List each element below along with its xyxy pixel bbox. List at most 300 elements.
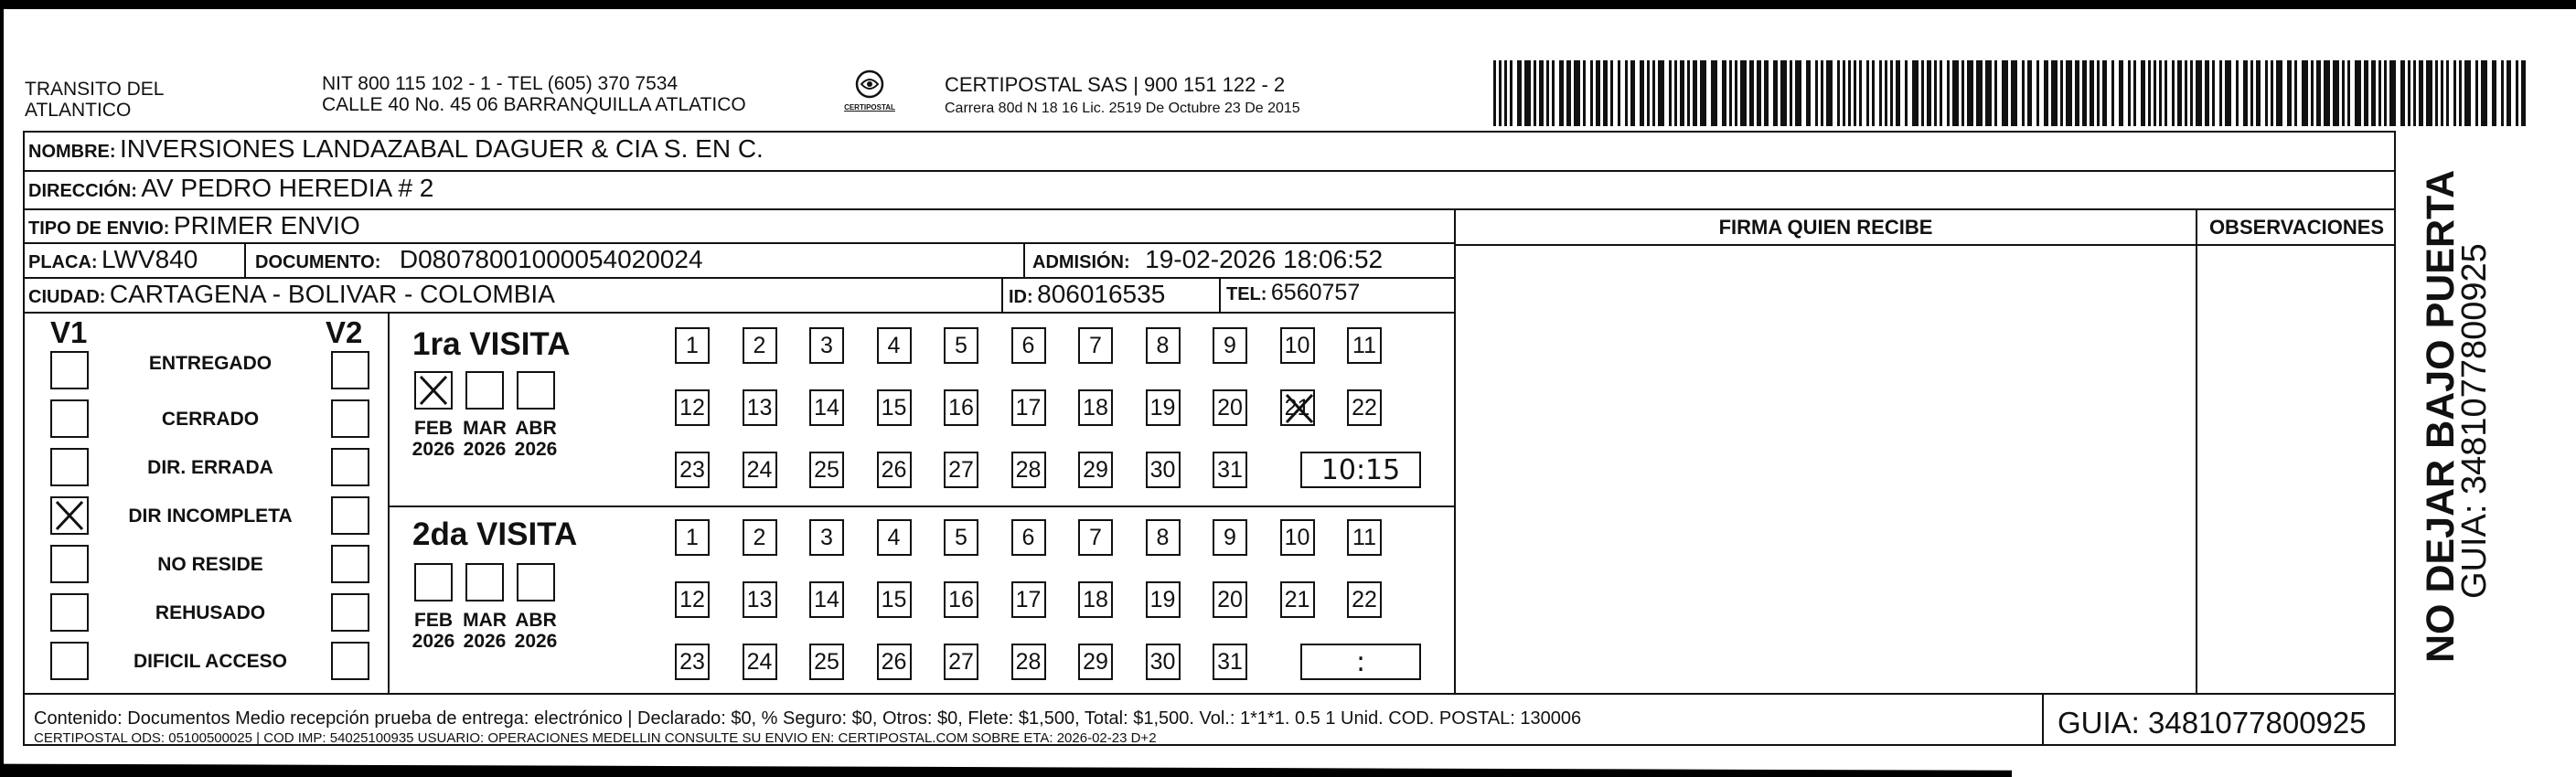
barcode-bar [1674, 60, 1677, 126]
barcode-bar [1590, 60, 1593, 126]
barcode-bar [2481, 60, 2487, 126]
visit1-day-box[interactable] [1347, 327, 1382, 364]
name-row [25, 133, 2394, 172]
visit2-day-number: 16 [948, 586, 974, 612]
barcode-bar [1912, 60, 1919, 126]
sender-line-1: TRANSITO DEL [25, 79, 165, 100]
barcode-bar [1729, 60, 1732, 126]
status-option-label: CERRADO [161, 409, 260, 430]
visit2-day-box[interactable] [877, 519, 912, 556]
month-year: 2026 [463, 631, 507, 652]
admission-cell [1023, 244, 1456, 277]
barcode-bar [1517, 60, 1522, 126]
barcode-bar [1546, 60, 1549, 126]
visit1-day-number: 25 [814, 456, 839, 483]
v2-checkbox[interactable] [331, 642, 369, 680]
barcode-bar [1749, 60, 1754, 126]
visit1-day-box[interactable] [944, 452, 978, 488]
visit1-day-box[interactable] [809, 389, 844, 426]
v1-checkbox[interactable] [50, 642, 89, 680]
status-divider [388, 314, 390, 693]
visit2-day-number: 8 [1156, 524, 1170, 550]
barcode-bar [2102, 60, 2107, 126]
visit1-day-number: 30 [1149, 456, 1176, 483]
barcode-bar [1866, 60, 1869, 126]
visit2-day-box[interactable] [944, 581, 978, 618]
barcode-bar [1837, 60, 1840, 126]
visit1-day-box[interactable] [809, 327, 844, 364]
recipient-name: INVERSIONES LANDAZABAL DAGUER & CIA S. EN C. [120, 134, 764, 163]
barcode-bar [1947, 60, 1950, 126]
visit1-month-label [409, 418, 458, 460]
barcode-bar [1780, 60, 1787, 126]
visit2-day-number: 31 [1217, 648, 1243, 675]
visit2-day-box[interactable] [743, 519, 777, 556]
status-option-label: DIR. ERRADA [147, 457, 273, 478]
visit1-day-box[interactable] [675, 452, 710, 488]
barcode-bar [1504, 60, 1507, 126]
month-name: MAR [463, 418, 507, 439]
barcode-bar [2521, 60, 2526, 126]
visit2-day-number: 14 [814, 586, 839, 612]
visit1-day-box[interactable] [1011, 327, 1046, 364]
visit2-day-box[interactable] [877, 581, 912, 618]
visit2-month-label [460, 610, 509, 652]
visit1-day-box[interactable] [743, 327, 777, 364]
plate-cell [25, 244, 246, 277]
barcode-bar [2044, 60, 2048, 126]
visit2-day-number: 1 [686, 524, 699, 550]
visit1-day-box[interactable] [743, 452, 777, 488]
scan-edge-left [0, 0, 4, 777]
barcode-bar [2219, 60, 2222, 126]
barcode-bar [2441, 60, 2443, 126]
v1-checkbox[interactable] [50, 593, 89, 632]
footer-guia: GUIA: 3481077800925 [2058, 706, 2367, 740]
visit1-day-box[interactable] [1280, 389, 1315, 426]
status-option-label: REHUSADO [155, 602, 266, 623]
barcode-bar [1985, 60, 1992, 126]
tel-cell [1219, 279, 1456, 312]
visit2-month-checkbox[interactable] [517, 563, 555, 601]
v2-checkbox[interactable] [331, 399, 369, 438]
visit2-day-box[interactable] [1347, 519, 1382, 556]
visit2-day-box[interactable] [1347, 581, 1382, 618]
barcode-bar [2400, 60, 2405, 126]
visit2-day-box[interactable] [1213, 519, 1247, 556]
v2-label: V2 [326, 315, 363, 349]
barcode-bar [1934, 60, 1937, 126]
visit2-day-box[interactable] [1213, 644, 1247, 680]
visit2-day-number: 29 [1083, 648, 1108, 675]
visit1-day-number: 16 [948, 394, 974, 420]
barcode-bar [2036, 60, 2039, 126]
barcode-bar [1687, 60, 1690, 126]
visit2-day-number: 26 [881, 648, 907, 675]
visit1-day-box[interactable] [1011, 452, 1046, 488]
visit1-day-number: 3 [820, 332, 833, 358]
visit2-day-box[interactable] [877, 644, 912, 680]
visit2-day-box[interactable] [809, 519, 844, 556]
visit2-day-number: 28 [1015, 648, 1042, 675]
visit2-day-number: 4 [887, 524, 901, 550]
id-label: ID: [1009, 287, 1033, 307]
barcode-bar [1740, 60, 1747, 126]
v1-checkbox[interactable] [50, 399, 89, 438]
barcode-bar [2446, 60, 2449, 126]
visit1-month-checkbox[interactable] [517, 371, 555, 410]
visit2-month-checkbox[interactable] [465, 563, 504, 601]
address-label: DIRECCIÓN: [28, 181, 137, 201]
visit2-day-number: 9 [1224, 524, 1236, 550]
visit2-day-box[interactable] [1078, 581, 1113, 618]
visit2-day-number: 10 [1284, 524, 1310, 550]
month-name: FEB [414, 418, 453, 439]
plate-label: PLACA: [28, 252, 98, 272]
visit1-title: 1ra VISITA [412, 326, 571, 362]
city-cell [25, 279, 1003, 312]
visit1-day-box[interactable] [1078, 389, 1113, 426]
barcode-bar [2148, 60, 2151, 126]
barcode-bar [1603, 60, 1608, 126]
visit1-month-checkbox[interactable] [465, 371, 504, 410]
barcode-bar [1583, 60, 1586, 126]
barcode-bar [1976, 60, 1983, 126]
scan-edge-bottom [0, 755, 2012, 777]
visit1-day-box[interactable] [1280, 327, 1315, 364]
admission-value: 19-02-2026 18:06:52 [1145, 245, 1384, 273]
visit2-month-label [511, 610, 561, 652]
visit1-day-box[interactable] [1213, 452, 1247, 488]
barcode-bar [2051, 60, 2058, 126]
barcode-bar [1967, 60, 1973, 126]
barcode-bar [1821, 60, 1823, 126]
visit1-day-number: 28 [1015, 456, 1042, 483]
barcode-bar [1795, 60, 1801, 126]
document-label: DOCUMENTO: [255, 252, 381, 272]
visit1-day-box[interactable] [809, 452, 844, 488]
barcode-bar [2364, 60, 2368, 126]
barcode-bar [2185, 60, 2187, 126]
tel-label: TEL: [1226, 284, 1267, 304]
barcode-bar [1826, 60, 1833, 126]
visit1-day-box[interactable] [1213, 327, 1247, 364]
visit1-day-number: 17 [1015, 394, 1042, 420]
month-year: 2026 [412, 631, 455, 652]
visit1-day-box[interactable] [877, 452, 912, 488]
v1-checkbox[interactable] [50, 448, 89, 486]
barcode-bar [2459, 60, 2462, 126]
visit1-day-box[interactable] [1347, 389, 1382, 426]
barcode-bar [1539, 60, 1544, 126]
barcode-bar [1658, 60, 1664, 126]
barcode-bar [1647, 60, 1650, 126]
barcode-bar [2205, 60, 2209, 126]
visit1-day-box[interactable] [1011, 389, 1046, 426]
visit2-day-box[interactable] [1146, 519, 1181, 556]
visit2-day-box[interactable] [743, 581, 777, 618]
visit2-day-box[interactable] [944, 644, 978, 680]
visit1-day-box[interactable] [944, 389, 978, 426]
barcode-bar [2371, 60, 2376, 126]
barcode-bar [2355, 60, 2361, 126]
visit1-month-checkbox[interactable] [414, 371, 453, 410]
visit2-title: 2da VISITA [412, 516, 578, 552]
barcode-bar [1872, 60, 1875, 126]
visit1-day-number: 11 [1352, 332, 1376, 358]
barcode-bar [1961, 60, 1964, 126]
barcode-bar [2333, 60, 2339, 126]
barcode-bar [2011, 60, 2017, 126]
barcode-bar [1618, 60, 1620, 126]
month-name: ABR [515, 610, 557, 631]
barcode-bar [1764, 60, 1769, 126]
visit2-day-number: 12 [679, 586, 705, 612]
barcode-bar [1711, 60, 1717, 126]
barcode-bar [1700, 60, 1706, 126]
visit1-time-field[interactable] [1300, 452, 1421, 488]
barcode-bar [2294, 60, 2297, 126]
visit1-day-box[interactable] [1146, 452, 1181, 488]
barcode-bar [2256, 60, 2261, 126]
send-type-value: PRIMER ENVIO [173, 211, 360, 239]
v2-checkbox[interactable] [331, 351, 369, 389]
barcode-bar [2492, 60, 2496, 126]
barcode-bar [2128, 60, 2131, 126]
barcode-bar [2022, 60, 2025, 126]
visit1-day-box[interactable] [877, 389, 912, 426]
barcode-bar [1848, 60, 1851, 126]
visit1-day-number: 2 [753, 332, 766, 358]
barcode-bar [1534, 60, 1536, 126]
visit1-day-box[interactable] [1146, 389, 1181, 426]
visit1-day-box[interactable] [675, 389, 710, 426]
visit1-day-number: 29 [1083, 456, 1108, 483]
sender-contact [322, 73, 746, 115]
v1-checkbox[interactable] [50, 496, 89, 535]
month-name: ABR [515, 418, 557, 439]
v2-checkbox[interactable] [331, 448, 369, 486]
visit2-day-box[interactable] [1213, 581, 1247, 618]
barcode-bar [1994, 60, 1997, 126]
recipient-address: AV PEDRO HEREDIA # 2 [141, 174, 434, 202]
id-value: 806016535 [1037, 280, 1166, 308]
barcode-bar [1510, 60, 1512, 126]
barcode-bar [1552, 60, 1555, 126]
v2-checkbox[interactable] [331, 496, 369, 535]
visit1-day-box[interactable] [1078, 327, 1113, 364]
barcode-bar [1493, 60, 1496, 126]
barcode-bar [2027, 60, 2032, 126]
tel-value: 6560757 [1270, 280, 1361, 305]
visit1-day-number: 1 [686, 332, 699, 358]
city-row [25, 279, 1456, 314]
visit2-day-number: 11 [1352, 524, 1376, 550]
barcode-bar [1680, 60, 1684, 126]
visit2-day-box[interactable] [1011, 644, 1046, 680]
visit1-day-number: 4 [887, 332, 901, 358]
barcode-bar [2066, 60, 2072, 126]
barcode-bar [2265, 60, 2268, 126]
visit2-day-box[interactable] [743, 644, 777, 680]
barcode-bar [1940, 60, 1942, 126]
barcode-bar [2154, 60, 2156, 126]
barcode-bar [2225, 60, 2231, 126]
visit2-day-box[interactable] [675, 644, 710, 680]
visit2-day-number: 13 [746, 586, 773, 612]
visit2-time-value: : [1355, 645, 1366, 678]
visit1-day-number: 7 [1089, 332, 1102, 358]
x-mark-icon [1282, 391, 1317, 426]
month-name: MAR [463, 610, 507, 631]
status-option-label: ENTREGADO [148, 353, 273, 374]
month-year: 2026 [514, 439, 558, 460]
visit2-day-box[interactable] [944, 519, 978, 556]
visit1-day-box[interactable] [944, 327, 978, 364]
barcode-bar [1921, 60, 1924, 126]
barcode-bar [2501, 60, 2504, 126]
barcode-bar [1905, 60, 1908, 126]
barcode-bar [1524, 60, 1531, 126]
visit2-day-number: 19 [1149, 586, 1176, 612]
visit2-day-number: 3 [820, 524, 833, 550]
barcode-bar [1625, 60, 1628, 126]
visit2-day-number: 6 [1021, 524, 1035, 550]
visit1-day-box[interactable] [877, 327, 912, 364]
visit1-day-number: 23 [679, 456, 705, 483]
barcode-bar [2060, 60, 2063, 126]
visit2-day-number: 17 [1015, 586, 1042, 612]
city-label: CIUDAD: [28, 287, 106, 307]
send-type-label: TIPO DE ENVIO: [28, 218, 170, 239]
v1-checkbox[interactable] [50, 351, 89, 389]
visit2-day-box[interactable] [1078, 519, 1113, 556]
visit2-day-box[interactable] [1280, 519, 1315, 556]
barcode-bar [2097, 60, 2100, 126]
visit1-day-box[interactable] [743, 389, 777, 426]
visit2-day-number: 15 [881, 586, 907, 612]
barcode-bar [1885, 60, 1887, 126]
x-mark-icon [52, 498, 87, 533]
barcode-bar [2324, 60, 2330, 126]
visit2-day-box[interactable] [675, 519, 710, 556]
visit2-month-label [409, 610, 458, 652]
barcode-bar [2475, 60, 2478, 126]
visit1-day-number: 10 [1284, 332, 1310, 358]
x-mark-icon [416, 373, 451, 408]
address-row [25, 172, 2394, 210]
send-type-row [25, 210, 1456, 244]
visit1-day-number: 27 [948, 456, 974, 483]
observations-divider [2196, 210, 2197, 693]
scan-edge-top [0, 0, 2576, 9]
visit1-day-number: 18 [1083, 394, 1108, 420]
plate-row [25, 244, 1456, 279]
barcode-bar [2316, 60, 2321, 126]
visit2-time-field[interactable] [1300, 644, 1421, 680]
visit2-day-box[interactable] [1078, 644, 1113, 680]
visit1-day-number: 20 [1217, 394, 1243, 420]
barcode-bar [1896, 60, 1900, 126]
visit2-day-box[interactable] [1280, 581, 1315, 618]
visit1-day-number: 13 [746, 394, 773, 420]
visit2-day-box[interactable] [1011, 519, 1046, 556]
visit2-day-box[interactable] [675, 581, 710, 618]
visit2-day-box[interactable] [1146, 644, 1181, 680]
visit-divider [388, 506, 1456, 507]
visit1-day-box[interactable] [675, 327, 710, 364]
visit1-day-number: 21 [1284, 394, 1310, 420]
footer-guia-divider [2042, 693, 2044, 746]
barcode-bar [2250, 60, 2253, 126]
barcode-bar [2426, 60, 2432, 126]
visit2-day-number: 7 [1089, 524, 1102, 550]
visit1-day-box[interactable] [1213, 389, 1247, 426]
visit2-day-box[interactable] [1011, 581, 1046, 618]
barcode-bar [1757, 60, 1761, 126]
barcode-bar [1669, 60, 1672, 126]
name-label: NOMBRE: [28, 142, 116, 162]
barcode-bar [2347, 60, 2350, 126]
barcode-bar [1843, 60, 1845, 126]
barcode-bar [2464, 60, 2471, 126]
barcode-bar [2516, 60, 2518, 126]
side-notice: NO DEJAR BAJO PUERTA [2419, 169, 2463, 663]
visit1-day-box[interactable] [1078, 452, 1113, 488]
visit1-day-number: 31 [1217, 456, 1243, 483]
plate-value: LWV840 [102, 245, 198, 273]
barcode-bar [2342, 60, 2345, 126]
v2-checkbox[interactable] [331, 545, 369, 583]
status-option-label: DIR INCOMPLETA [128, 506, 293, 527]
barcode-bar [1806, 60, 1811, 126]
barcode-bar [2002, 60, 2008, 126]
observations-label: OBSERVACIONES [2208, 216, 2385, 239]
barcode-bar [2419, 60, 2423, 126]
visit2-day-number: 5 [955, 524, 967, 550]
barcode-bar [2212, 60, 2215, 126]
document-cell [251, 244, 1038, 277]
certipostal-logo [828, 69, 912, 121]
visit1-time-value: 10:15 [1320, 453, 1401, 486]
barcode-bar [1610, 60, 1613, 126]
barcode-bar [1859, 60, 1862, 126]
visit2-month-checkbox[interactable] [414, 563, 453, 601]
footer-line [23, 693, 2396, 695]
visit2-day-number: 30 [1149, 648, 1176, 675]
barcode-bar [1574, 60, 1580, 126]
status-option-label: NO RESIDE [157, 554, 263, 575]
barcode-bar [1854, 60, 1856, 126]
visit2-day-box[interactable] [1146, 581, 1181, 618]
barcode-bar [2196, 60, 2202, 126]
visit2-day-box[interactable] [809, 581, 844, 618]
month-year: 2026 [463, 439, 507, 460]
v1-checkbox[interactable] [50, 545, 89, 583]
logo-icon [851, 69, 888, 99]
visit2-day-box[interactable] [809, 644, 844, 680]
barcode-bar [1566, 60, 1571, 126]
visit2-day-number: 21 [1284, 586, 1310, 612]
visit1-day-box[interactable] [1146, 327, 1181, 364]
barcode-bar [2311, 60, 2314, 126]
v2-checkbox[interactable] [331, 593, 369, 632]
barcode-bar [2453, 60, 2456, 126]
barcode-bar [2141, 60, 2145, 126]
barcode-bar [2435, 60, 2438, 126]
barcode-bar [2408, 60, 2410, 126]
barcode-bar [2111, 60, 2114, 126]
